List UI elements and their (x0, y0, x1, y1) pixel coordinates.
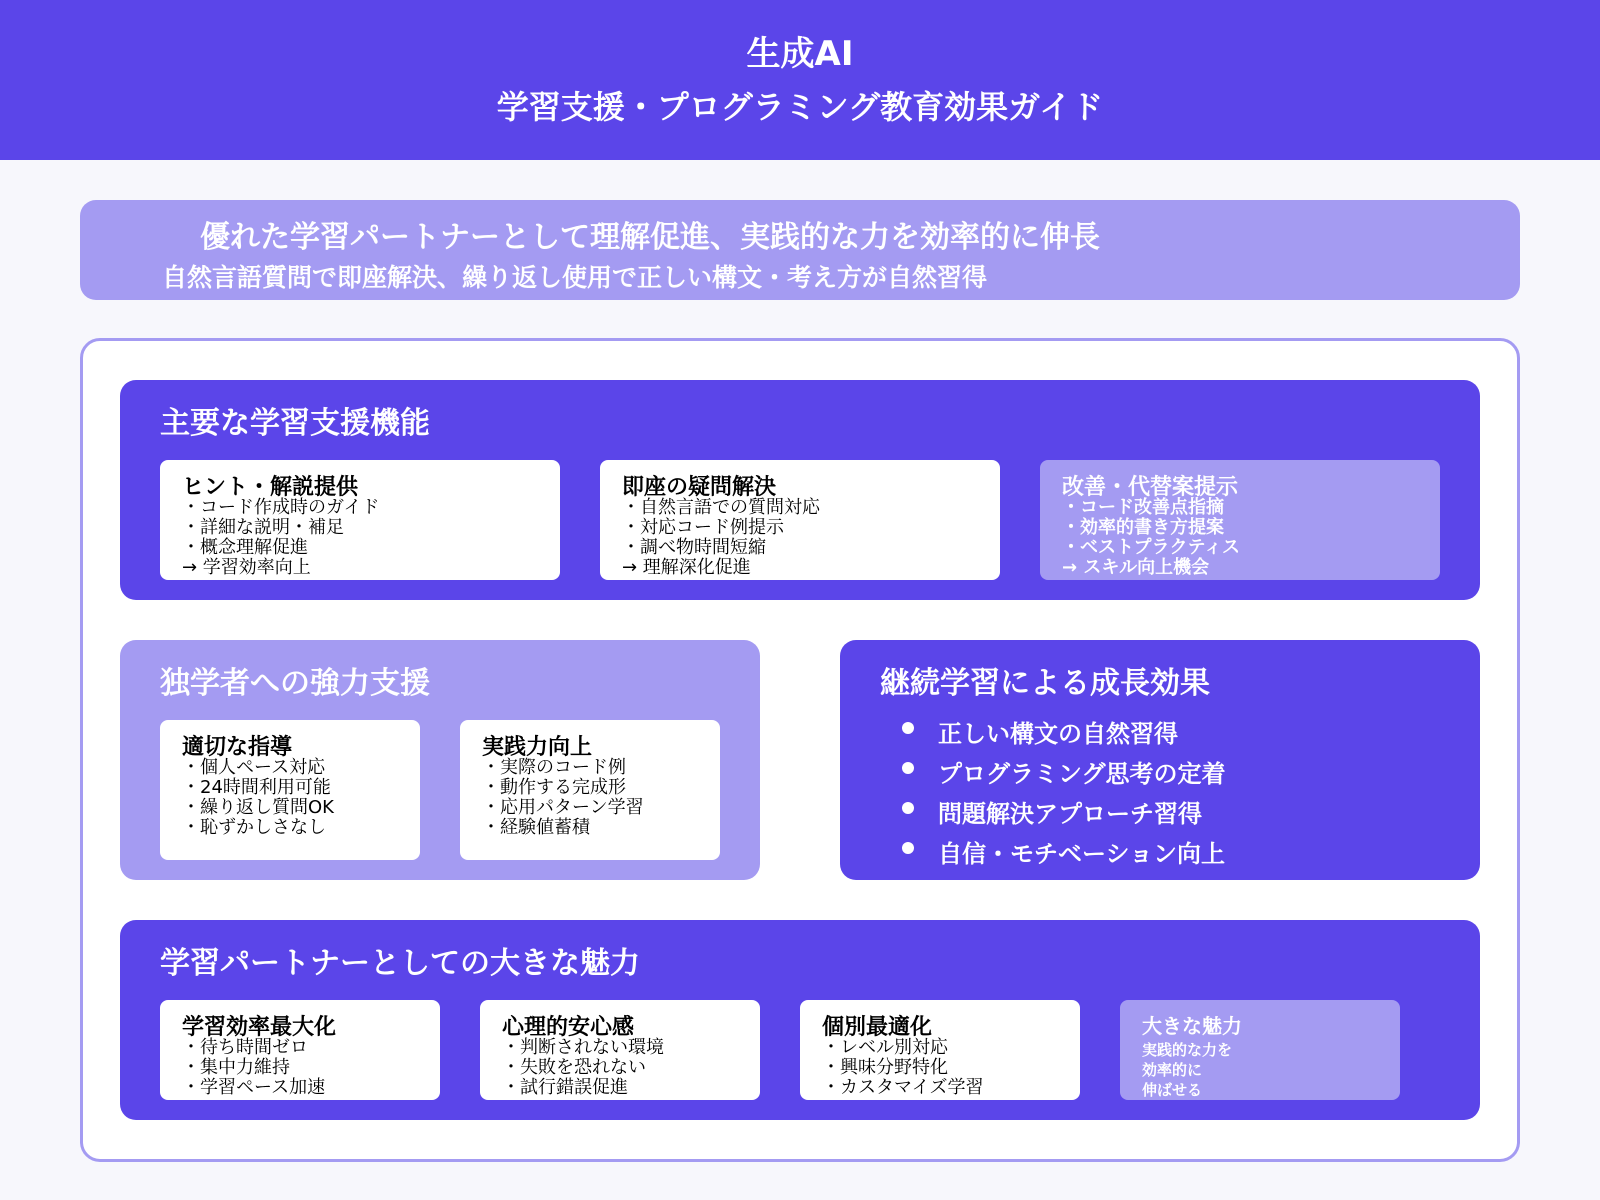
card-line: 伸ばせる (1142, 1081, 1203, 1099)
card-lines (182, 498, 379, 578)
card-line: ・個人ペース対応 (182, 757, 326, 778)
card-line: ・経験値蓄積 (482, 817, 590, 838)
card-title: 改善・代替案提示 (1062, 475, 1239, 500)
card-line: ・コード改善点指摘 (1062, 497, 1224, 518)
page-title: 生成AI (746, 34, 854, 74)
banner-line-1: 優れた学習パートナーとして理解促進、実践的な力を効率的に伸長 (200, 220, 1100, 255)
self-learner-panel (120, 640, 760, 880)
card-line: ・試行錯誤促進 (502, 1077, 628, 1098)
card-line: ・カスタマイズ学習 (822, 1077, 984, 1098)
card-line: ・集中力維持 (182, 1057, 290, 1078)
partner-appeal-title: 学習パートナーとしての大きな魅力 (160, 946, 640, 981)
list-item-text: 自信・モチベーション向上 (938, 840, 1226, 868)
card-lines (182, 1038, 325, 1098)
card-line: ・24時間利用可能 (182, 777, 331, 798)
card-line: → スキル向上機会 (1062, 557, 1210, 578)
card-line: ・繰り返し質問OK (182, 797, 334, 818)
card-lines (622, 498, 820, 578)
card-line: ・判断されない環境 (502, 1037, 664, 1058)
banner-line-2: 自然言語質問で即座解決、繰り返し使用で正しい構文・考え方が自然習得 (162, 263, 988, 292)
support-functions-panel (120, 380, 1480, 600)
card-lines (1062, 498, 1240, 578)
bullet-dot-icon (902, 762, 914, 774)
list-item-text: プログラミング思考の定着 (938, 760, 1226, 788)
page-subtitle: 学習支援・プログラミング教育効果ガイド (496, 88, 1104, 126)
card-line: ・調べ物時間短縮 (622, 537, 766, 558)
card-title: 適切な指導 (182, 735, 293, 760)
card-line: 実践的な力を (1142, 1041, 1233, 1059)
efficiency-card (160, 1000, 440, 1100)
card-line: ・興味分野特化 (822, 1057, 948, 1078)
hint-explanation-card (160, 460, 560, 580)
card-title: 心理的安心感 (502, 1015, 635, 1040)
card-line: ・恥ずかしさなし (182, 817, 326, 838)
card-title: 実践力向上 (482, 735, 593, 760)
card-line: → 学習効率向上 (182, 557, 311, 578)
card-line: 効率的に (1142, 1061, 1203, 1079)
instant-answer-card (600, 460, 1000, 580)
partner-appeal-panel (120, 920, 1480, 1120)
self-learner-title: 独学者への強力支援 (160, 666, 430, 701)
card-line: ・自然言語での質問対応 (622, 497, 820, 518)
card-line: ・学習ペース加速 (182, 1077, 326, 1098)
list-item-text: 正しい構文の自然習得 (938, 720, 1178, 748)
card-title: 個別最適化 (822, 1015, 933, 1040)
header (0, 0, 1600, 160)
growth-effects-title: 継続学習による成長効果 (880, 666, 1210, 701)
card-title: ヒント・解説提供 (182, 475, 359, 500)
growth-effects-panel (840, 640, 1480, 880)
card-line: ・対応コード例提示 (622, 517, 784, 538)
guidance-card (160, 720, 420, 860)
card-title: 即座の疑問解決 (622, 475, 777, 500)
bullet-dot-icon (902, 802, 914, 814)
summary-banner (80, 200, 1520, 300)
card-line: ・応用パターン学習 (482, 797, 644, 818)
card-line: ・コード作成時のガイド (182, 497, 380, 518)
card-line: ・実際のコード例 (482, 757, 626, 778)
bullet-dot-icon (902, 722, 914, 734)
improvement-suggestion-card (1040, 460, 1440, 580)
list-item-text: 問題解決アプローチ習得 (938, 800, 1202, 828)
support-functions-title: 主要な学習支援機能 (160, 406, 430, 441)
card-lines (1142, 1040, 1232, 1100)
personalization-card (800, 1000, 1080, 1100)
practical-skill-card (460, 720, 720, 860)
card-title: 大きな魅力 (1142, 1014, 1242, 1038)
psychological-safety-card (480, 1000, 760, 1100)
card-lines (482, 758, 644, 838)
card-lines (822, 1038, 983, 1098)
card-title: 学習効率最大化 (182, 1015, 337, 1040)
card-line: ・待ち時間ゼロ (182, 1037, 308, 1058)
card-line: ・ベストプラクティス (1062, 537, 1241, 558)
card-line: ・失敗を恐れない (502, 1057, 646, 1078)
card-line: ・概念理解促進 (182, 537, 308, 558)
card-lines (182, 758, 334, 838)
big-appeal-card (1120, 1000, 1400, 1100)
card-line: ・詳細な説明・補足 (182, 517, 344, 538)
card-line: → 理解深化促進 (622, 557, 751, 578)
card-line: ・効率的書き方提案 (1062, 517, 1224, 538)
card-line: ・レベル別対応 (822, 1037, 948, 1058)
card-lines (502, 1038, 664, 1098)
card-line: ・動作する完成形 (482, 777, 626, 798)
bullet-dot-icon (902, 842, 914, 854)
